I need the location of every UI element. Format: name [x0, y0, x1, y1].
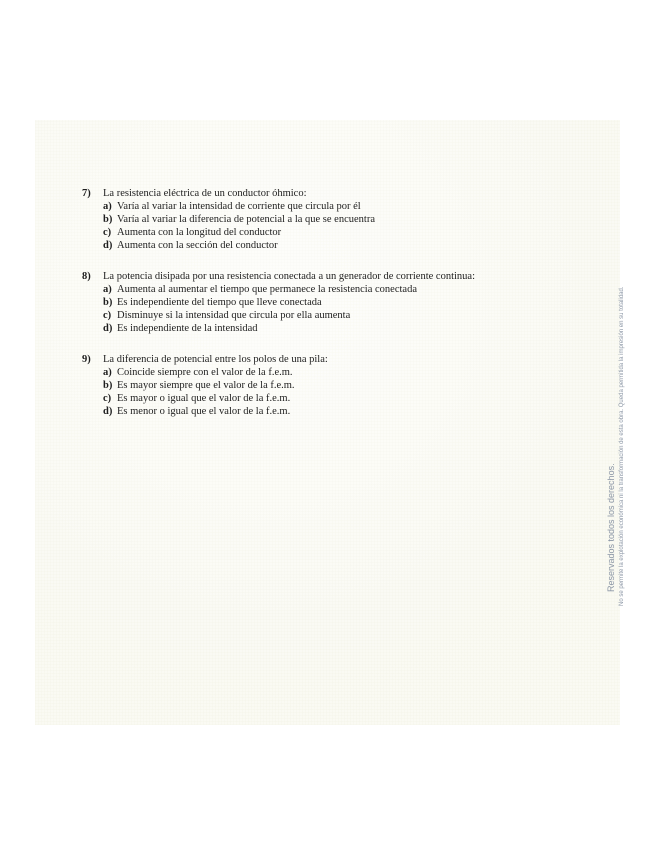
option-letter: c) — [103, 227, 112, 238]
question-statement — [82, 187, 552, 200]
question-number: 8) — [82, 271, 91, 282]
option-letter: b) — [103, 380, 113, 391]
option-text: Es mayor o igual que el valor de la f.e.m. — [117, 393, 291, 404]
option-letter: b) — [103, 214, 113, 225]
option-c — [82, 309, 552, 322]
option-a — [82, 283, 552, 296]
option-c — [82, 226, 552, 239]
option-letter: b) — [103, 297, 113, 308]
question-9 — [82, 353, 552, 418]
option-letter: a) — [103, 367, 112, 378]
question-text: La potencia disipada por una resistencia conectada a un generador de corriente continua: — [103, 271, 475, 282]
option-text: Varía al variar la intensidad de corriente que circula por él — [117, 201, 361, 212]
option-b — [82, 296, 552, 309]
option-text: Es mayor siempre que el valor de la f.e.m. — [117, 380, 295, 391]
option-letter: d) — [103, 323, 113, 334]
option-text: Coincide siempre con el valor de la f.e.m. — [117, 367, 293, 378]
question-8 — [82, 270, 552, 335]
rights-notice-main: Reservados todos los derechos. — [606, 463, 616, 592]
option-text: Aumenta con la longitud del conductor — [117, 227, 282, 238]
option-b — [82, 213, 552, 226]
question-text: La diferencia de potencial entre los polos de una pila: — [103, 354, 328, 365]
option-letter: c) — [103, 310, 112, 321]
question-list — [82, 187, 552, 436]
question-7 — [82, 187, 552, 252]
option-text: Es independiente del tiempo que lleve conectada — [117, 297, 322, 308]
question-number: 9) — [82, 354, 91, 365]
option-letter: d) — [103, 406, 113, 417]
option-text: Aumenta al aumentar el tiempo que permanece la resistencia conectada — [117, 284, 417, 295]
option-letter: d) — [103, 240, 113, 251]
option-a — [82, 366, 552, 379]
option-text: Aumenta con la sección del conductor — [117, 240, 278, 251]
option-c — [82, 392, 552, 405]
question-number: 7) — [82, 188, 91, 199]
option-b — [82, 379, 552, 392]
option-letter: a) — [103, 201, 112, 212]
option-letter: c) — [103, 393, 112, 404]
question-text: La resistencia eléctrica de un conductor óhmico: — [103, 188, 307, 199]
rights-notice — [606, 286, 634, 606]
rights-notice-sub: No se permite la explotación económica ni la transformación de esta obra. Queda permitida la impresión en su totalidad. — [619, 286, 625, 606]
option-a — [82, 200, 552, 213]
option-text: Disminuye si la intensidad que circula por ella aumenta — [117, 310, 351, 321]
question-statement — [82, 353, 552, 366]
option-d — [82, 239, 552, 252]
option-d — [82, 322, 552, 335]
option-text: Es independiente de la intensidad — [117, 323, 258, 334]
question-statement — [82, 270, 552, 283]
option-text: Es menor o igual que el valor de la f.e.m. — [117, 406, 291, 417]
option-text: Varía al variar la diferencia de potencial a la que se encuentra — [117, 214, 375, 225]
option-letter: a) — [103, 284, 112, 295]
option-d — [82, 405, 552, 418]
